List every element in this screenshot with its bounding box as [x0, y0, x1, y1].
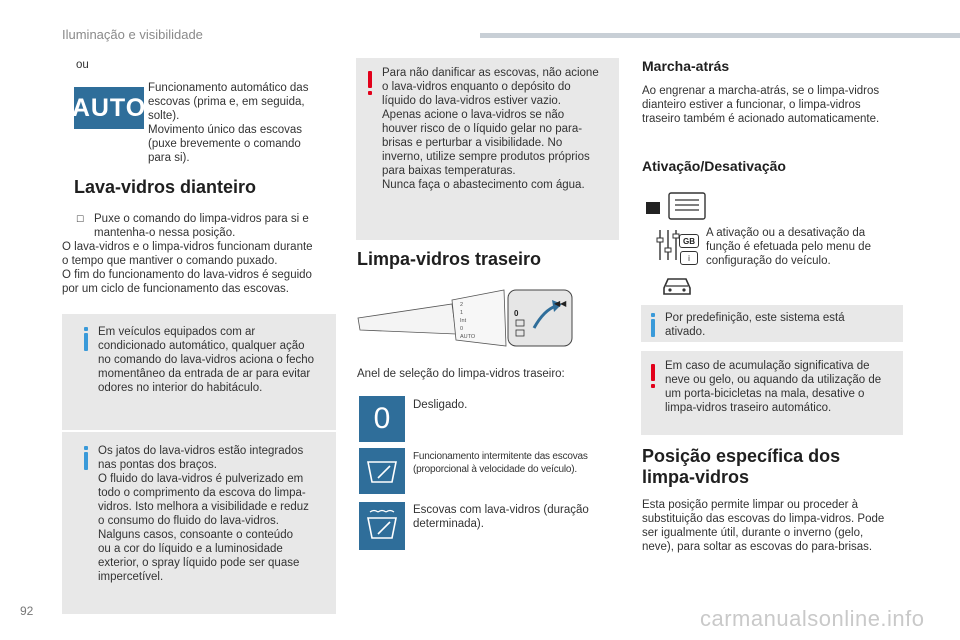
rewind-icon: ◀◀ [554, 299, 567, 308]
info-icon [651, 319, 655, 337]
intermittent-wiper-icon [359, 448, 405, 494]
or-text: ou [76, 59, 89, 71]
auto-label: AUTO [71, 93, 147, 122]
screen-icon [646, 202, 660, 214]
info-icon [84, 452, 88, 470]
rear-wiper-title: Limpa-vidros traseiro [357, 249, 542, 269]
info-small-icon: i [680, 251, 698, 265]
info-panel-washer-jets [62, 432, 336, 614]
warning-text-snow: Em caso de acumulação significativa de neve ou gelo, ou aquando da utilização de um porta-bicicletas na mala, desative o limpa-vidros traseiro automático. [665, 360, 882, 414]
rear-wiper-stalk-illustration [356, 282, 582, 354]
specific-position-paragraph: Esta posição permite limpar ou proceder à substituição das escovas do limpa-vidros. Pode ser igualmente útil, durante o inverno (gelo, neve), para soltar as escovas do para-brisas. [642, 499, 885, 553]
front-washer-bullet: Puxe o comando do limpa-vidros para si e mantenha-o nessa posição. [94, 213, 309, 239]
reverse-gear-title: Marcha-atrás [642, 58, 730, 74]
wash-wipe-description: Escovas com lava-vidros (duração determinada). [413, 504, 589, 530]
wash-wipe-icon [359, 502, 405, 550]
watermark-text: carmanualsonline.info [700, 606, 925, 631]
front-washer-paragraph: O lava-vidros e o limpa-vidros funcionam durante o tempo que mantiver o comando puxado. O fim do funcionamento do lava-vidros é seguido por um ciclo de funcionamento das escovas. [62, 241, 313, 295]
touchscreen-menu-icon [668, 192, 706, 220]
activation-title: Ativação/Desativação [642, 158, 786, 174]
warning-text-empty-reservoir: Para não danificar as escovas, não acione o lava-vidros enquanto o depósito do líquido do lava-vidros estiver vazio. Apenas acione o lava-vidros se não houver risco de o líquido gelar no para- brisas e perturbar a visibilidade. No inverno, utilize sempre produtos próprios para baixas temperaturas. Nunca faça o abastecimento com água. [382, 67, 599, 191]
off-position-icon [359, 396, 405, 442]
warning-icon [368, 71, 372, 88]
info-text-air-conditioning: Em veículos equipados com ar condicionado automático, qualquer ação no comando do lava-vidros aciona o fecho momentâneo da entrada de ar para evitar odores no interior do habitáculo. [98, 326, 315, 394]
front-washer-title: Lava-vidros dianteiro [74, 177, 257, 197]
warning-panel-empty-reservoir [356, 58, 619, 240]
reverse-gear-paragraph: Ao engrenar a marcha-atrás, se o limpa-vidros dianteiro estiver a funcionar, o limpa-vidros traseiro também é acionado automaticamente. [642, 85, 880, 125]
off-position-label: 0 [373, 402, 391, 435]
off-description: Desligado. [413, 399, 468, 411]
stalk-label: 1 [460, 310, 464, 316]
activation-paragraph: A ativação ou a desativação da função é efetuada pelo menu de configuração do veículo. [706, 227, 871, 267]
stalk-label: AUTO [460, 334, 476, 340]
intermittent-description: Funcionamento intermitente das escovas (proporcional à velocidade do veículo). [413, 451, 588, 475]
bullet-icon: ☐ [76, 214, 85, 224]
auto-description: Funcionamento automático das escovas (prima e, em seguida, solte). Movimento único das escovas (puxe brevemente o comando para si). [148, 82, 309, 164]
info-text-default: Por predefinição, este sistema está ativado. [665, 312, 845, 338]
stalk-label: 2 [460, 302, 464, 308]
warning-icon [651, 364, 655, 381]
stalk-label: Int [460, 318, 467, 324]
info-text-washer-jets: Os jatos do lava-vidros estão integrados nas pontas dos braços. O fluido do lava-vidros é pulverizado em todo o comprimento da escova do limpa- vidros. Isto melhora a visibilidade e reduz o consumo do fluido do lava-vidros. Nalguns casos, consoante o conteúdo ou a cor do líquido e a luminosidade exterior, o spray líquido pode ser quase impercetível. [98, 445, 309, 583]
header-bar [480, 33, 960, 38]
stalk-label: 0 [460, 326, 464, 332]
info-icon [84, 333, 88, 351]
ring-position-label: 0 [514, 309, 519, 318]
page-number: 92 [20, 604, 34, 618]
car-icon [660, 272, 694, 298]
warning-panel-snow [641, 351, 903, 435]
language-badge: GB [679, 234, 699, 248]
info-panel-default [641, 305, 903, 342]
section-title: Iluminação e visibilidade [62, 27, 203, 42]
auto-icon [71, 87, 147, 129]
info-panel-air-conditioning [62, 314, 336, 430]
specific-position-title: Posição específica dos limpa-vidros [642, 446, 841, 487]
settings-sliders-icon [656, 228, 680, 262]
ring-selection-label: Anel de seleção do limpa-vidros traseiro: [357, 368, 565, 380]
